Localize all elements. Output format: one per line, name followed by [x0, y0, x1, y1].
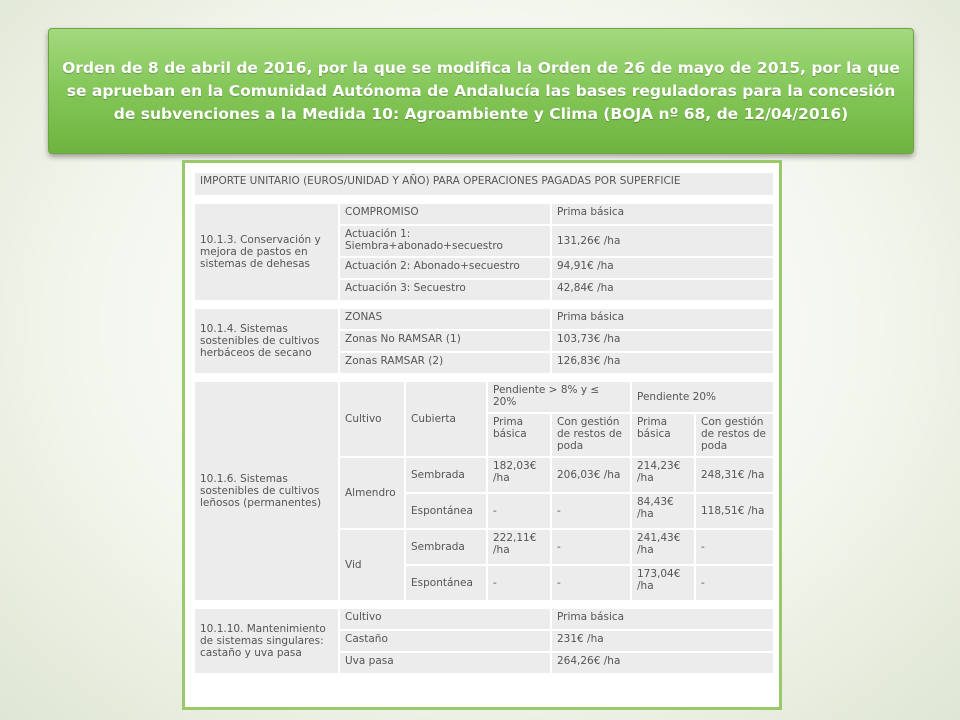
header-cultivo: Cultivo	[339, 608, 551, 630]
row-value: 42,84€ /ha	[551, 279, 774, 301]
title-text	[62, 57, 900, 126]
table-row	[194, 381, 774, 413]
row-label: Zonas No RAMSAR (1)	[339, 330, 551, 352]
crop-vid: Vid	[339, 529, 405, 601]
cover-espontanea: Espontánea	[405, 493, 487, 529]
table-title-row	[194, 172, 774, 196]
row-value: 131,26€ /ha	[551, 225, 774, 257]
header-prima-basica: Prima básica	[551, 203, 774, 225]
table-row	[194, 203, 774, 225]
row-value: 94,91€ /ha	[551, 257, 774, 279]
row-label: Actuación 3: Secuestro	[339, 279, 551, 301]
header-zonas: ZONAS	[339, 308, 551, 330]
value-cell: -	[551, 493, 631, 529]
cover-sembrada: Sembrada	[405, 529, 487, 565]
header-cultivo: Cultivo	[339, 381, 405, 457]
header-prima-basica: Prima básica	[487, 413, 551, 457]
title-line-1: Orden de 8 de abril de 2016, por la que se modifica la Orden de 26 de mayo de 2015, por la que	[62, 58, 900, 77]
row-label: Actuación 1: Siembra+abonado+secuestro	[339, 225, 551, 257]
value-cell: -	[551, 565, 631, 601]
crop-almendro: Almendro	[339, 457, 405, 529]
value-cell: 118,51€ /ha	[695, 493, 774, 529]
title-banner	[48, 28, 914, 154]
subsidy-table	[193, 171, 775, 675]
header-prima-basica: Prima básica	[551, 308, 774, 330]
row-value: 103,73€ /ha	[551, 330, 774, 352]
value-cell: 206,03€ /ha	[551, 457, 631, 493]
table-row	[194, 608, 774, 630]
value-cell: -	[695, 565, 774, 601]
section-label-10-1-4: 10.1.4. Sistemas sostenibles de cultivos herbáceos de secano	[194, 308, 339, 374]
header-pendiente-20: Pendiente 20%	[631, 381, 774, 413]
section-label-10-1-10: 10.1.10. Mantenimiento de sistemas singulares: castaño y uva pasa	[194, 608, 339, 674]
row-label: Uva pasa	[339, 652, 551, 674]
value-cell: 173,04€ /ha	[631, 565, 695, 601]
value-cell: -	[487, 493, 551, 529]
header-cubierta: Cubierta	[405, 381, 487, 457]
section-label-10-1-3: 10.1.3. Conservación y mejora de pastos en sistemas de dehesas	[194, 203, 339, 301]
row-label: Castaño	[339, 630, 551, 652]
header-pendiente-8-20: Pendiente > 8% y ≤ 20%	[487, 381, 631, 413]
value-cell: -	[695, 529, 774, 565]
value-cell: 182,03€ /ha	[487, 457, 551, 493]
header-prima-basica: Prima básica	[551, 608, 774, 630]
title-line-2: se aprueban en la Comunidad Autónoma de Andalucía las bases reguladoras para la concesión	[66, 81, 896, 100]
row-value: 264,26€ /ha	[551, 652, 774, 674]
section-label-10-1-6: 10.1.6. Sistemas sostenibles de cultivos leñosos (permanentes)	[194, 381, 339, 601]
value-cell: 222,11€ /ha	[487, 529, 551, 565]
cover-sembrada: Sembrada	[405, 457, 487, 493]
table-image-frame	[182, 160, 782, 710]
value-cell: -	[487, 565, 551, 601]
value-cell: -	[551, 529, 631, 565]
row-value: 231€ /ha	[551, 630, 774, 652]
row-label: Zonas RAMSAR (2)	[339, 352, 551, 374]
value-cell: 84,43€ /ha	[631, 493, 695, 529]
value-cell: 214,23€ /ha	[631, 457, 695, 493]
row-value: 126,83€ /ha	[551, 352, 774, 374]
title-line-3: de subvenciones a la Medida 10: Agroambiente y Clima (BOJA nº 68, de 12/04/2016)	[113, 104, 849, 123]
header-compromiso: COMPROMISO	[339, 203, 551, 225]
header-prima-basica: Prima básica	[631, 413, 695, 457]
header-gestion-poda: Con gestión de restos de poda	[695, 413, 774, 457]
header-gestion-poda: Con gestión de restos de poda	[551, 413, 631, 457]
table-title: IMPORTE UNITARIO (EUROS/UNIDAD Y AÑO) PARA OPERACIONES PAGADAS POR SUPERFICIE	[194, 172, 774, 196]
cover-espontanea: Espontánea	[405, 565, 487, 601]
value-cell: 241,43€ /ha	[631, 529, 695, 565]
table-row	[194, 308, 774, 330]
row-label: Actuación 2: Abonado+secuestro	[339, 257, 551, 279]
value-cell: 248,31€ /ha	[695, 457, 774, 493]
